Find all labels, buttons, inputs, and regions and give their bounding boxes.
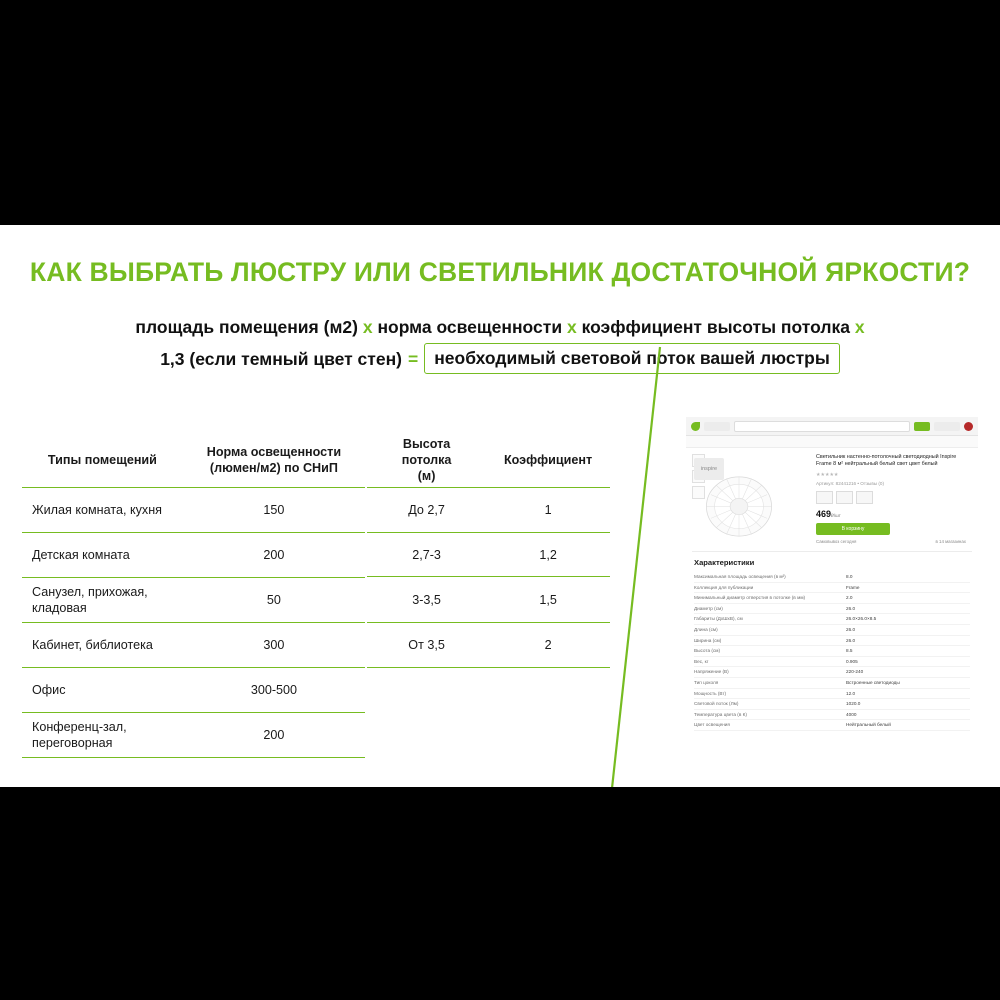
table-header-row (22, 432, 365, 488)
spec-row (694, 572, 970, 583)
search-input[interactable] (734, 421, 910, 432)
header-norm-line2: (люмен/м2) по СНиП (209, 460, 338, 475)
cell-room-type: Офис (22, 668, 183, 713)
formula-result: необходимый световой поток вашей люстры (424, 343, 840, 374)
spec-value: 8.0 (846, 574, 853, 579)
cell-room-norm: 200 (183, 533, 365, 578)
spec-row (694, 604, 970, 615)
spec-key: Коллекция для публикации (694, 584, 754, 590)
product-info (816, 454, 966, 546)
cell-room-norm: 200 (183, 713, 365, 758)
cell-room-type: Конференц-зал, переговорная (22, 713, 183, 758)
spec-key: Минимальный диаметр отверстия в потолке (в мм) (694, 595, 806, 601)
cell-coefficient: 2 (486, 623, 610, 668)
cell-room-type: Жилая комната, кухня (22, 488, 183, 533)
tables-container (22, 432, 610, 758)
spec-value: Встроенные светодиоды (846, 679, 900, 685)
spec-row (694, 657, 970, 668)
spec-key: Максимальная площадь освещения (в м²) (694, 574, 786, 579)
spec-key: Высота (см) (694, 648, 721, 654)
spec-row (694, 625, 970, 636)
slide-canvas (0, 225, 1000, 787)
product-price (816, 509, 966, 519)
cell-ceiling-height: От 3,5 (367, 623, 486, 668)
add-to-cart-button[interactable]: В корзину (816, 523, 890, 535)
cell-ceiling-height: 3-3,5 (367, 577, 486, 623)
table-row (22, 623, 365, 668)
spec-row (694, 646, 970, 657)
spec-row-luminous-flux (694, 699, 970, 710)
page-title: КАК ВЫБРАТЬ ЛЮСТРУ ИЛИ СВЕТИЛЬНИК ДОСТАТОЧНОЙ ЯРКОСТИ? (29, 257, 971, 287)
spec-key: Напряжение (В) (694, 669, 729, 675)
catalog-menu-button[interactable] (704, 422, 730, 431)
spec-key: Габариты (ДхШхВ), см (694, 616, 743, 622)
formula-part-coef: коэффициент высоты потолка (581, 317, 850, 337)
spec-value: 1020.0 (846, 701, 861, 707)
formula-equals: = (407, 348, 419, 369)
search-button[interactable] (914, 422, 930, 431)
logo-icon (691, 422, 700, 431)
formula-block (12, 313, 988, 374)
spec-key: Температура цвета (в К) (694, 711, 747, 717)
price-unit: ₽/шт (831, 513, 841, 519)
table-row (22, 533, 365, 578)
header-coefficient: Коэффициент (486, 432, 610, 488)
formula-part-darkwalls: 1,3 (если темный цвет стен) (160, 348, 402, 369)
spec-value: 26.0 (846, 637, 856, 643)
spec-value: 220-240 (846, 669, 864, 675)
spec-value: 26.0 (846, 605, 856, 611)
spec-row (694, 583, 970, 594)
spec-key: Вес, кг (694, 658, 709, 664)
spec-row (694, 667, 970, 678)
site-header (686, 417, 978, 436)
table-row (367, 533, 610, 577)
cell-coefficient: 1,2 (486, 533, 610, 577)
stock-pickup: Самовывоз сегодня (816, 539, 857, 545)
spec-row (694, 614, 970, 625)
header-illumination-norm (183, 432, 365, 488)
product-image[interactable] (692, 454, 792, 546)
cell-room-norm: 300-500 (183, 668, 365, 713)
rooms-table (22, 432, 365, 758)
header-room-type: Типы помещений (22, 432, 183, 488)
star-icon: ★★★★★ (816, 472, 839, 478)
spec-row (694, 689, 970, 700)
formula-operator-3: x (854, 317, 865, 337)
spec-value: 4000 (846, 711, 857, 717)
spec-key: Световой поток (Лм) (694, 701, 739, 707)
variant-swatches[interactable] (816, 491, 966, 504)
header-norm-line1: Норма освещенности (206, 444, 342, 459)
ceiling-table (367, 432, 610, 668)
cell-room-norm: 50 (183, 578, 365, 623)
spec-value: Frame (846, 584, 860, 590)
spec-key: Цвет освещения (694, 722, 730, 728)
product-title: Светильник настенно-потолочный светодиодный Inspire Frame 8 м² нейтральный белый свет цвет белый (816, 454, 957, 467)
product-gallery (692, 454, 810, 546)
spec-key: Ширина (см) (694, 637, 722, 643)
rating[interactable] (816, 472, 966, 478)
spec-key: Длина (см) (694, 626, 718, 632)
spec-row (694, 636, 970, 647)
cell-coefficient: 1,5 (486, 577, 610, 623)
spec-value: 2.0 (846, 595, 853, 601)
lamp-illustration (700, 468, 778, 542)
spec-row (694, 593, 970, 604)
header-height-line2: (м) (417, 468, 436, 483)
spec-key: Тип цоколя (694, 679, 719, 685)
cell-coefficient: 1 (486, 488, 610, 533)
spec-value: Нейтральный белый (846, 722, 891, 728)
specifications-title: Характеристики (694, 558, 755, 567)
product-main (686, 448, 978, 546)
spec-key: Диаметр (см) (694, 605, 723, 611)
cart-icon[interactable] (964, 422, 973, 431)
cell-room-type: Санузел, прихожая, кладовая (22, 578, 183, 623)
product-page-screenshot[interactable] (686, 417, 978, 772)
spec-row (694, 720, 970, 731)
cell-ceiling-height: До 2,7 (367, 488, 486, 533)
table-row (367, 577, 610, 623)
spec-key: Мощность (Вт) (694, 690, 727, 696)
table-row (22, 713, 365, 758)
product-meta: Артикул: 82441216 • Отзывы (0) (816, 481, 884, 486)
spec-row (694, 678, 970, 689)
stock-stores: в 14 магазинах (935, 539, 966, 545)
spec-value: 12.0 (846, 690, 856, 696)
breadcrumb (686, 436, 978, 448)
table-row (22, 488, 365, 533)
stock-availability (816, 539, 966, 544)
spec-value: 26.0 (846, 626, 856, 632)
cell-room-norm: 150 (183, 488, 365, 533)
header-ceiling-height (367, 432, 486, 488)
cell-room-type: Кабинет, библиотека (22, 623, 183, 668)
formula-operator-1: x (362, 317, 373, 337)
table-row (22, 578, 365, 623)
variant-swatch[interactable] (816, 491, 833, 504)
brand-logo: inspire (694, 458, 724, 480)
table-header-row (367, 432, 610, 488)
formula-part-area: площадь помещения (м2) (135, 317, 358, 337)
spec-row (694, 710, 970, 721)
table-row (367, 488, 610, 533)
formula-part-norm: норма освещенности (377, 317, 563, 337)
account-button[interactable] (934, 422, 960, 431)
cell-room-norm: 300 (183, 623, 365, 668)
variant-swatch[interactable] (836, 491, 853, 504)
formula-operator-2: x (566, 317, 577, 337)
table-row (22, 668, 365, 713)
header-height-line1: Высота потолка (401, 436, 452, 467)
price-value: 469 (816, 509, 832, 520)
spec-value: 8.5 (846, 648, 853, 654)
spec-value: 26.0×26.0×8.5 (846, 616, 877, 622)
variant-swatch[interactable] (856, 491, 873, 504)
cell-room-type: Детская комната (22, 533, 183, 578)
specifications-section (686, 552, 978, 731)
spec-value: 0.905 (846, 658, 858, 664)
table-row (367, 623, 610, 668)
cell-ceiling-height: 2,7-3 (367, 533, 486, 577)
